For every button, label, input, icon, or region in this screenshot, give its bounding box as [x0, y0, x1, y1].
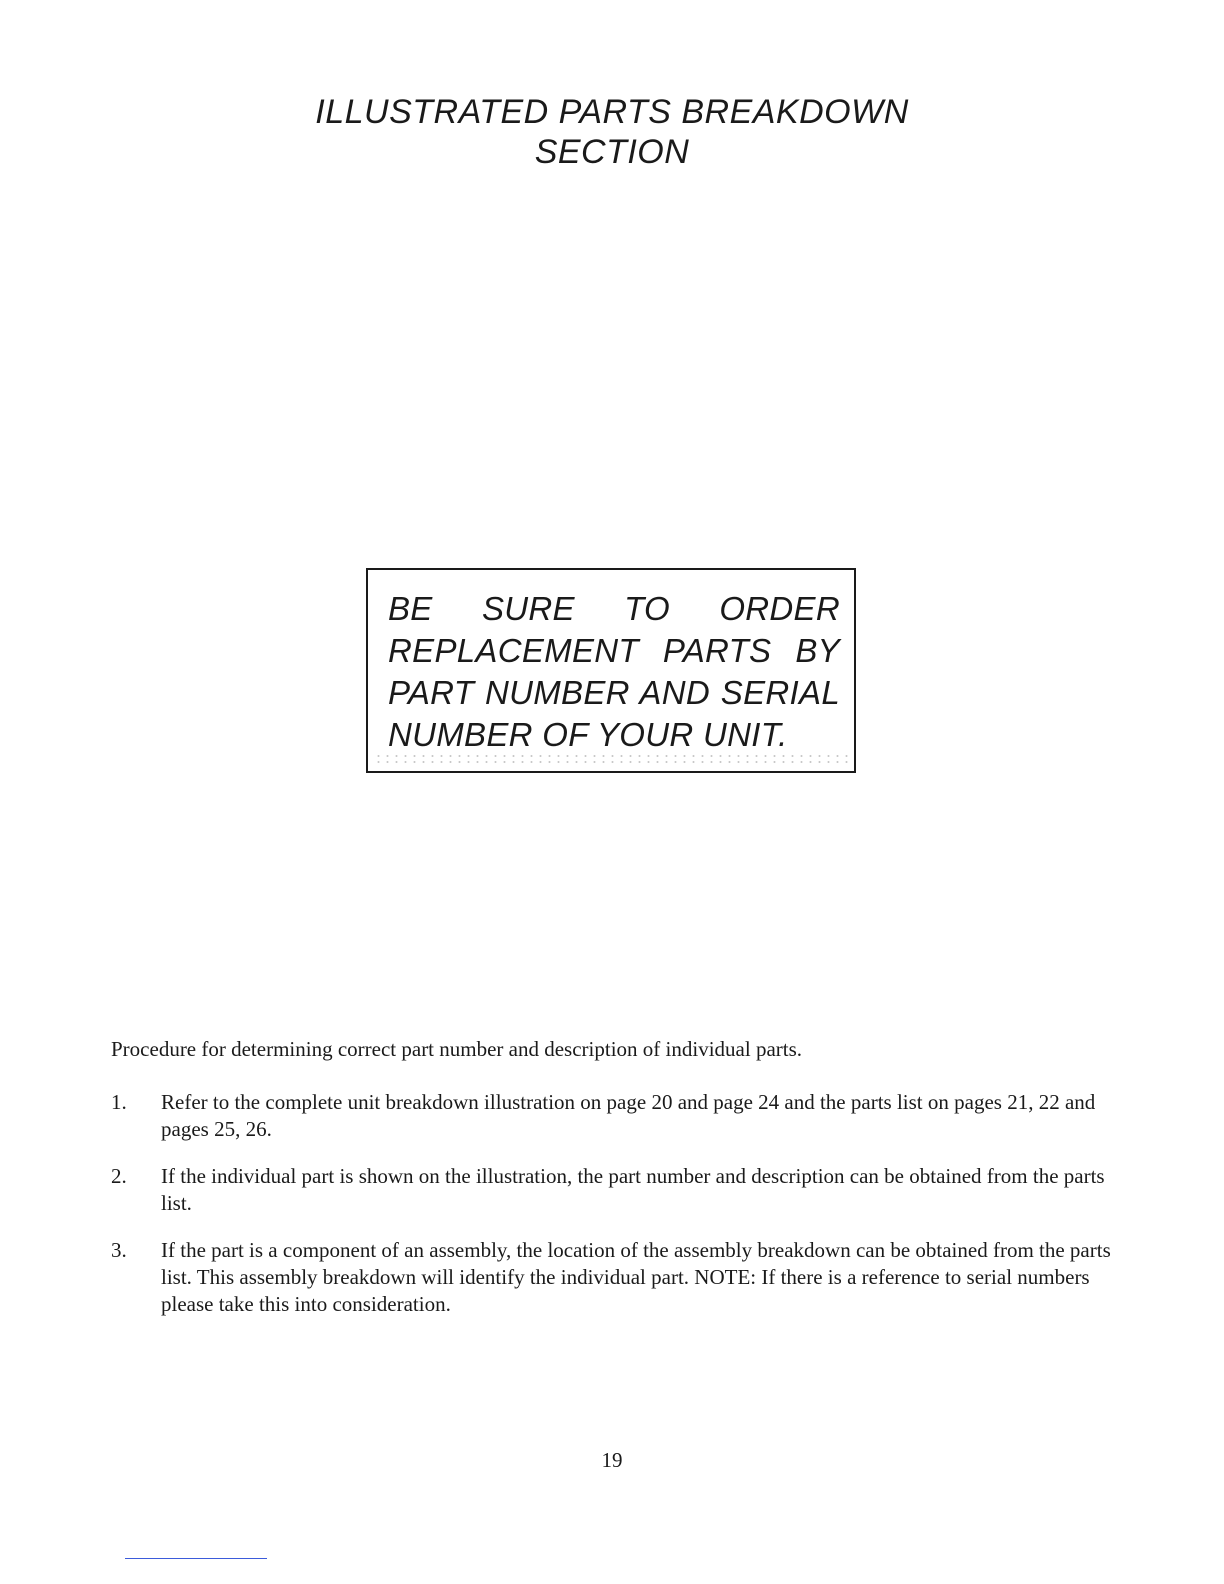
step-number: 1. [111, 1090, 127, 1114]
heading-line-1: ILLUSTRATED PARTS BREAKDOWN [315, 93, 909, 131]
procedure-intro: Procedure for determining correct part number and description of individual parts. [111, 1037, 803, 1061]
heading-line-2: SECTION [534, 133, 690, 171]
notice-line: BE SURE TO ORDER [388, 590, 840, 627]
procedure-step [111, 1089, 1121, 1143]
order-notice-box [366, 568, 856, 773]
procedure-step [111, 1237, 1121, 1318]
step-text: Refer to the complete unit breakdown illustration on page 20 and page 24 and the parts list on pages 21, 22 and pages 25, 26. [161, 1090, 1096, 1141]
procedure-steps [111, 1089, 1121, 1318]
notice-line: REPLACEMENT PARTS BY [388, 632, 840, 669]
scan-speckle [374, 753, 848, 763]
notice-line: PART NUMBER AND SERIAL [388, 674, 840, 711]
step-number: 2. [111, 1164, 127, 1188]
notice-line: NUMBER OF YOUR UNIT. [388, 716, 788, 753]
page-number: 19 [601, 1448, 623, 1472]
procedure-step [111, 1163, 1121, 1217]
step-text: If the part is a component of an assembly, the location of the assembly breakdown can be obtained from the parts list. This assembly breakdown will identify the individual part. NOTE: If there is a reference to serial numbers please take this into consideration. [161, 1238, 1111, 1316]
procedure-section [111, 1036, 1121, 1338]
section-heading [0, 92, 1224, 172]
step-text: If the individual part is shown on the illustration, the part number and description can be obtained from the parts list. [161, 1164, 1105, 1215]
step-number: 3. [111, 1238, 127, 1262]
footer-rule [125, 1558, 267, 1559]
